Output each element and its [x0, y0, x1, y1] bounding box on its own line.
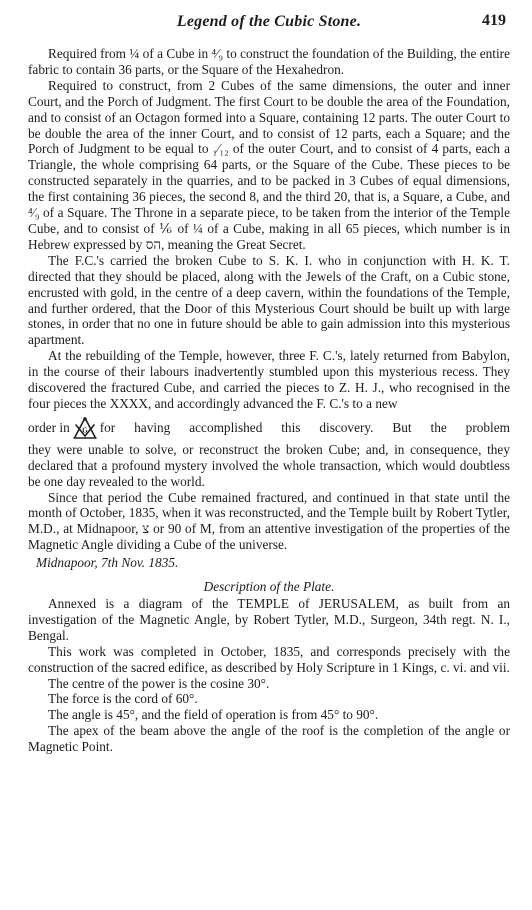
plate-paragraph: The force is the cord of 60°. [48, 691, 198, 707]
emblem-line-before: order in [28, 419, 70, 435]
plate-paragraph: This work was completed in October, 1835, and corresponds precisely with the construction of the sacred edifice, as described by Holy Scripture in 1 Kings, c. vi. and vii. [28, 643, 510, 675]
page-header [28, 12, 510, 38]
plate-paragraph: The apex of the beam above the angle of the roof is the completion of the angle or Magnetic Point. [28, 723, 510, 755]
emblem-line [28, 416, 510, 440]
paragraph: Since that period the Cube remained fractured, and continued in that state until the month of October, 1835, when it was reconstructed, and the Temple built by Robert Tytler, M.D., at Midnapoor, צ or 90 of M, from an attentive investigation of the properties of the Magnetic Angle dividing a Cube of the universe. [28, 489, 510, 553]
dateline: Midnapoor, 7th Nov. 1835. [36, 555, 179, 571]
plate-paragraph: The centre of the power is the cosine 30°. [48, 675, 270, 691]
paragraph: Required to construct, from 2 Cubes of the same dimensions, the outer and inner Court, and the Porch of Judgment. The first Court to be double the area of the Foundation, and to consist of an Octagon formed into a Square, containing 12 parts. The outer Court to be double the area of the inner Court, and to consist of 12 parts, each a Square; and the Porch of Judgment to be equal to ₁⁄₁₂ of the outer Court, and to consist of 4 parts, each a Triangle, the whole comprising 64 parts, or the Square of the Cube. These pieces to be constructed separately in the quarries, and to be packed in 3 Cubes of equal dimensions, the first containing 36 pieces, the second 8, and the third 20, that is, a Square, a Cube, and ⁴⁄₉ of a Square. The Throne in a separate piece, to be taken from the interior of the Temple Cube, and to consist of ⅙ of ¼ of a Cube, making in all 65 pieces, which number is in Hebrew expressed by הס, meaning the Great Secret. [28, 77, 510, 252]
svg-text:G: G [82, 426, 88, 435]
page-body [28, 46, 510, 755]
square-and-compasses-emblem [72, 416, 98, 440]
running-title: Legend of the Cubic Stone. [176, 13, 362, 30]
plate-paragraph: Annexed is a diagram of the TEMPLE of JERUSALEM, as built from an investigation of the Magnetic Angle, by Robert Tytler, M.D., Surgeon, 34th regt. N. I., Bengal. [28, 596, 510, 643]
paragraph: they were unable to solve, or reconstruct the broken Cube; and, in consequence, they declared that a profound mystery involved the whole transaction, which would doubtless be one day revealed to the world. [28, 441, 510, 489]
plate-paragraph: The angle is 45°, and the field of operation is from 45° to 90°. [48, 707, 379, 723]
paragraph: At the rebuilding of the Temple, however, three F. C.'s, lately returned from Babylon, in the course of their labours inadvertently stumbled upon this mysterious recess. They discovered the fractured Cube, and carried the pieces to Z. H. J., who recognised in the four pieces the XXXX, and accordingly advanced the F. C.'s to a new [28, 348, 510, 411]
paragraph: Required from ¼ of a Cube in ⁴⁄₉ to construct the foundation of the Building, the entire fabric to contain 36 parts, or the Square of the Hexahedron. [28, 46, 510, 77]
paragraph: The F.C.'s carried the broken Cube to S. K. I. who in conjunction with H. K. T. directed that they should be placed, along with the Jewels of the Craft, on a Cubic stone, encrusted with gold, in the centre of a deep cavern, within the foundations of the Temple, and further ordered, that the Door of this Mysterious Court should be built up with large stones, in order that no one in future should be able to gain admission into this mysterious apartment. [28, 252, 510, 348]
page-number: 419 [482, 12, 506, 29]
plate-heading: Description of the Plate. [203, 579, 335, 595]
emblem-line-after: for having accomplished this discovery. But the problem [99, 419, 510, 435]
